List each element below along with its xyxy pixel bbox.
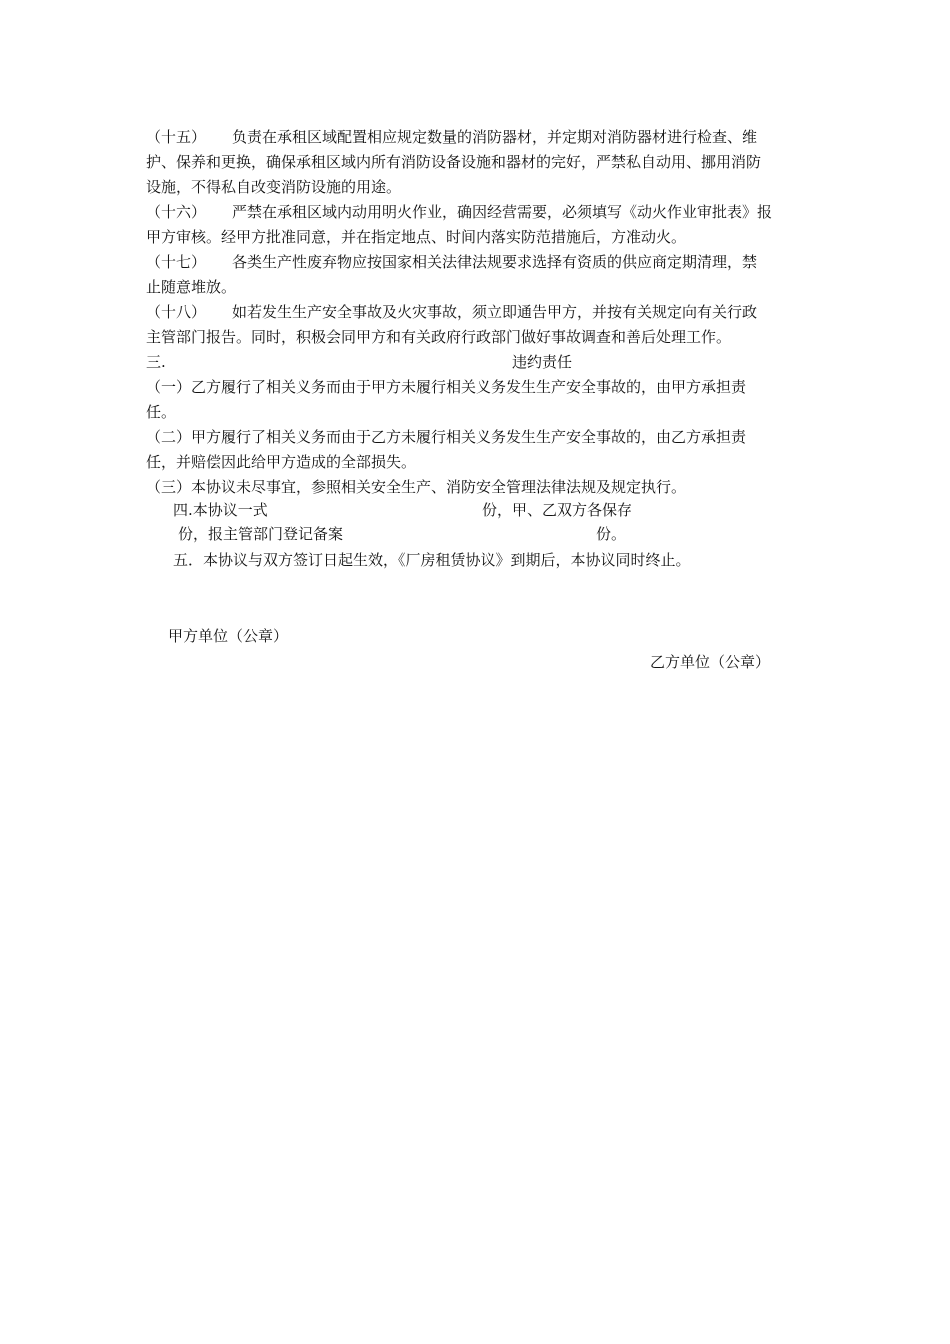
clause-18-text-1: 如若发生生产安全事故及火灾事故，须立即通告甲方，并按有关规定向有关行政 [232, 303, 758, 321]
liability-1-line-2: 任。 [146, 403, 177, 421]
clause-16-number: （十六） [146, 203, 207, 221]
clause-17-text-1: 各类生产性废弃物应按国家相关法律法规要求选择有资质的供应商定期清理，禁 [232, 253, 758, 271]
clause-15-line-3: 设施，不得私自改变消防设施的用途。 [146, 178, 402, 196]
section-3-title: 违约责任 [512, 353, 573, 371]
section-4-part-4: 份。 [596, 525, 627, 543]
clause-15-line-1 [146, 127, 757, 147]
clause-16-text-1: 严禁在承租区域内动用明火作业，确因经营需要，必须填写《动火作业审批表》报 [232, 203, 773, 221]
clause-16-line-1 [146, 202, 772, 222]
section-4-part-2: 份，甲、乙双方各保存 [482, 501, 633, 519]
liability-3-line-1: （三）本协议未尽事宜，参照相关安全生产、消防安全管理法律法规及规定执行。 [146, 478, 687, 496]
clause-18-number: （十八） [146, 303, 207, 321]
clause-17-number: （十七） [146, 253, 207, 271]
party-b-seal: 乙方单位（公章） [650, 653, 771, 671]
section-3-number: 三. [146, 353, 166, 371]
party-a-seal: 甲方单位（公章） [168, 627, 289, 645]
clause-15-line-2: 护、保养和更换，确保承租区域内所有消防设备设施和器材的完好，严禁私自动用、挪用消防 [146, 153, 762, 171]
section-4-part-3: 份，报主管部门登记备案 [178, 525, 344, 543]
clause-15-number: （十五） [146, 128, 207, 146]
liability-2-line-1: （二）甲方履行了相关义务而由于乙方未履行相关义务发生生产安全事故的，由乙方承担责 [146, 428, 747, 446]
section-5-text: 五．本协议与双方签订日起生效，《厂房租赁协议》到期后，本协议同时终止。 [173, 551, 691, 569]
clause-17-line-2: 止随意堆放。 [146, 278, 237, 296]
clause-18-line-2: 主管部门报告。同时，积极会同甲方和有关政府行政部门做好事故调查和善后处理工作。 [146, 328, 732, 346]
clause-18-line-1 [146, 302, 757, 322]
clause-15-text-1: 负责在承租区域配置相应规定数量的消防器材，并定期对消防器材进行检查、维 [232, 128, 758, 146]
section-4-part-1: 四.本协议一式 [173, 501, 268, 519]
liability-2-line-2: 任，并赔偿因此给甲方造成的全部损失。 [146, 453, 417, 471]
clause-17-line-1 [146, 252, 757, 272]
liability-1-line-1: （一）乙方履行了相关义务而由于甲方未履行相关义务发生生产安全事故的，由甲方承担责 [146, 378, 747, 396]
clause-16-line-2: 甲方审核。经甲方批准同意，并在指定地点、时间内落实防范措施后，方准动火。 [146, 228, 687, 246]
